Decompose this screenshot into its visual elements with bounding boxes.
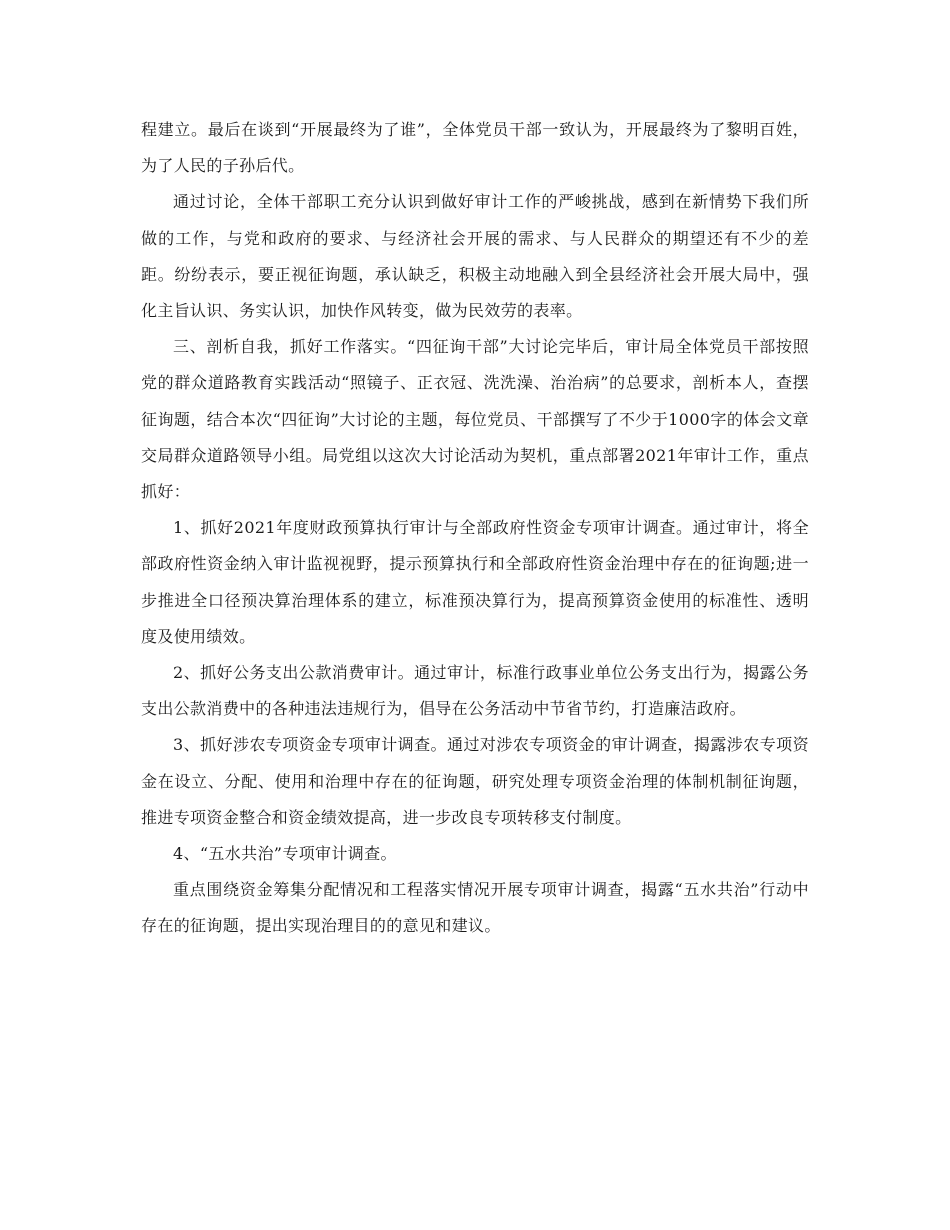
paragraph-item-4: 4、“五水共治”专项审计调查。: [173, 844, 397, 864]
paragraph-continuation: 程建立。最后在谈到“开展最终为了谁”，全体党员干部一致认为，开展最终为了黎明百姓，为了人民的子孙后代。: [141, 120, 809, 176]
paragraph-item-2: 2、抓好公务支出公款消费审计。通过审计，标准行政事业单位公务支出行为，揭露公务支出公款消费中的各种违法违规行为，倡导在公务活动中节省节约，打造廉洁政府。: [141, 663, 809, 719]
paragraph-section-three: 三、剖析自我，抓好工作落实。“四征询干部”大讨论完毕后，审计局全体党员干部按照党的群众道路教育实践活动“照镜子、正衣冠、洗洗澡、治治病”的总要求，剖析本人，查摆征询题，结合本次“四征询”大讨论的主题，每位党员、干部撰写了不少于1000字的体会文章交局群众道路领导小组。局党组以这次大讨论活动为契机，重点部署2021年审计工作，重点抓好：: [141, 337, 809, 502]
paragraph-item-4-detail: 重点围绕资金筹集分配情况和工程落实情况开展专项审计调查，揭露“五水共治”行动中存在的征询题，提出实现治理目的的意见和建议。: [141, 880, 809, 936]
paragraph-item-1: 1、抓好2021年度财政预算执行审计与全部政府性资金专项审计调查。通过审计，将全部政府性资金纳入审计监视视野，提示预算执行和全部政府性资金治理中存在的征询题;进一步推进全口径预决算治理体系的建立，标准预决算行为，提高预算资金使用的标准性、透明度及使用绩效。: [141, 518, 809, 646]
paragraph-discussion-summary: 通过讨论，全体干部职工充分认识到做好审计工作的严峻挑战，感到在新情势下我们所做的工作，与党和政府的要求、与经济社会开展的需求、与人民群众的期望还有不少的差距。纷纷表示，要正视征询题，承认缺乏，积极主动地融入到全县经济社会开展大局中，强化主旨认识、务实认识，加快作风转变，做为民效劳的表率。: [141, 192, 809, 321]
document-body: [141, 112, 809, 945]
paragraph-item-3: 3、抓好涉农专项资金专项审计调查。通过对涉农专项资金的审计调查，揭露涉农专项资金在设立、分配、使用和治理中存在的征询题，研究处理专项资金治理的体制机制征询题，推进专项资金整合和资金绩效提高，进一步改良专项转移支付制度。: [141, 735, 809, 827]
